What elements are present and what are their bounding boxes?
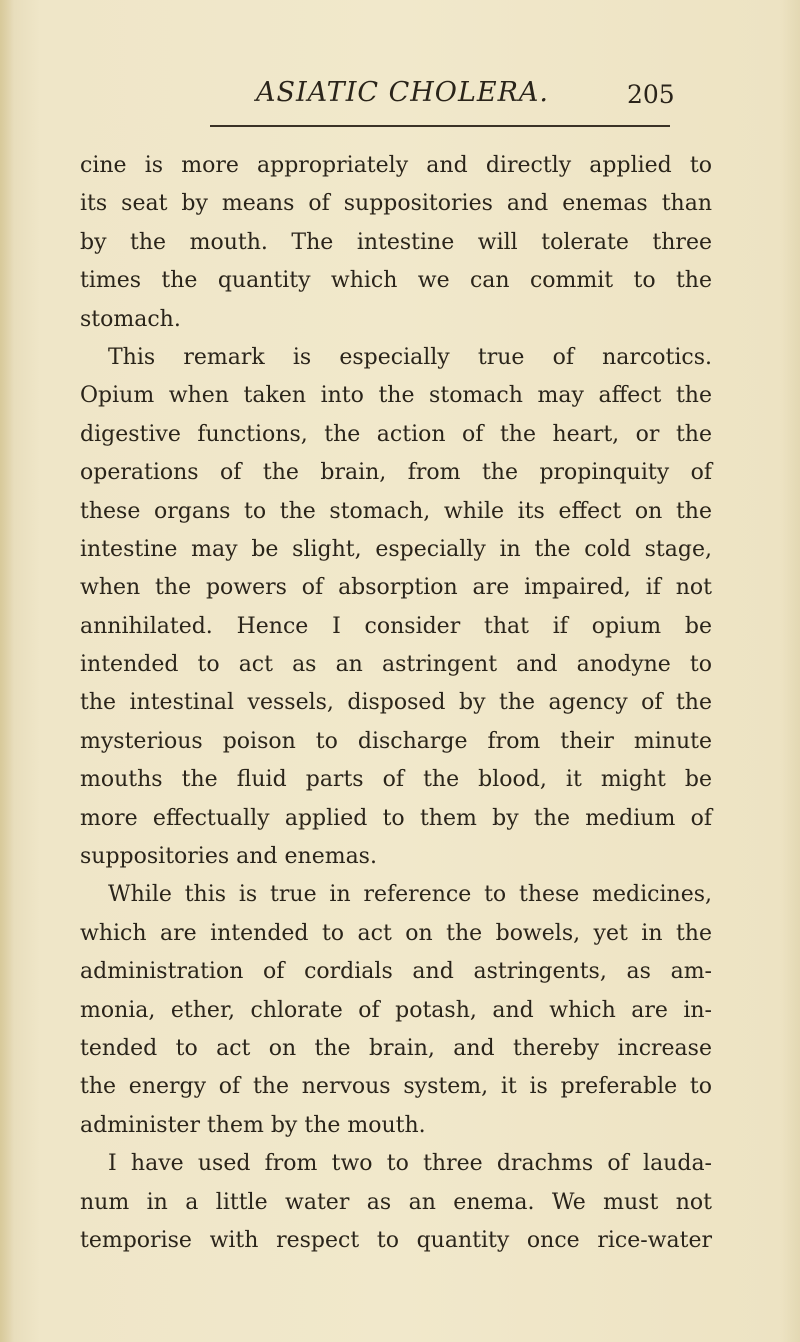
text-line: temporise with respect to quantity once rice-water: [80, 1227, 712, 1253]
text-line: times the quantity which we can commit to the: [80, 268, 712, 294]
text-line: This remark is especially true of narcotics.: [108, 344, 712, 370]
text-line: annihilated. Hence I consider that if opium be: [80, 613, 712, 639]
page-number: 205: [627, 80, 675, 109]
text-line: the intestinal vessels, disposed by the agency of the: [80, 690, 712, 716]
text-line: these organs to the stomach, while its effect on the: [80, 498, 712, 524]
text-line: I have used from two to three drachms of lauda-: [108, 1151, 712, 1177]
text-line: which are intended to act on the bowels, yet in the: [80, 920, 712, 946]
text-line: operations of the brain, from the propinquity of: [80, 460, 712, 486]
text-line: its seat by means of suppositories and enemas than: [80, 191, 712, 217]
text-line: tended to act on the brain, and thereby increase: [80, 1035, 712, 1061]
body-text: [80, 147, 712, 1260]
text-line: monia, ether, chlorate of potash, and which are in-: [80, 997, 712, 1023]
text-line: digestive functions, the action of the heart, or the: [80, 421, 712, 447]
running-title: ASIATIC CHOLERA.: [256, 77, 549, 108]
text-line: suppositories and enemas.: [80, 844, 377, 870]
page-gutter-shadow: [0, 0, 14, 1342]
text-line: While this is true in reference to these medicines,: [108, 882, 712, 908]
text-line: mouths the fluid parts of the blood, it might be: [80, 767, 712, 793]
text-line: intestine may be slight, especially in the cold stage,: [80, 536, 712, 562]
text-line: Opium when taken into the stomach may affect the: [80, 383, 712, 409]
page-header: [0, 76, 800, 126]
text-line: num in a little water as an enema. We must not: [80, 1189, 712, 1215]
text-line: more effectually applied to them by the medium of: [80, 805, 712, 831]
text-line: mysterious poison to discharge from their minute: [80, 728, 712, 754]
text-line: stomach.: [80, 306, 181, 332]
text-line: intended to act as an astringent and anodyne to: [80, 652, 712, 678]
header-rule: [210, 125, 670, 127]
text-line: cine is more appropriately and directly applied to: [80, 153, 712, 178]
text-line: by the mouth. The intestine will tolerate three: [80, 229, 712, 255]
text-line: the energy of the nervous system, it is preferable to: [80, 1074, 712, 1100]
text-line: administer them by the mouth.: [80, 1112, 426, 1138]
text-line: when the powers of absorption are impaired, if not: [80, 575, 712, 601]
text-line: administration of cordials and astringents, as am-: [80, 959, 712, 985]
